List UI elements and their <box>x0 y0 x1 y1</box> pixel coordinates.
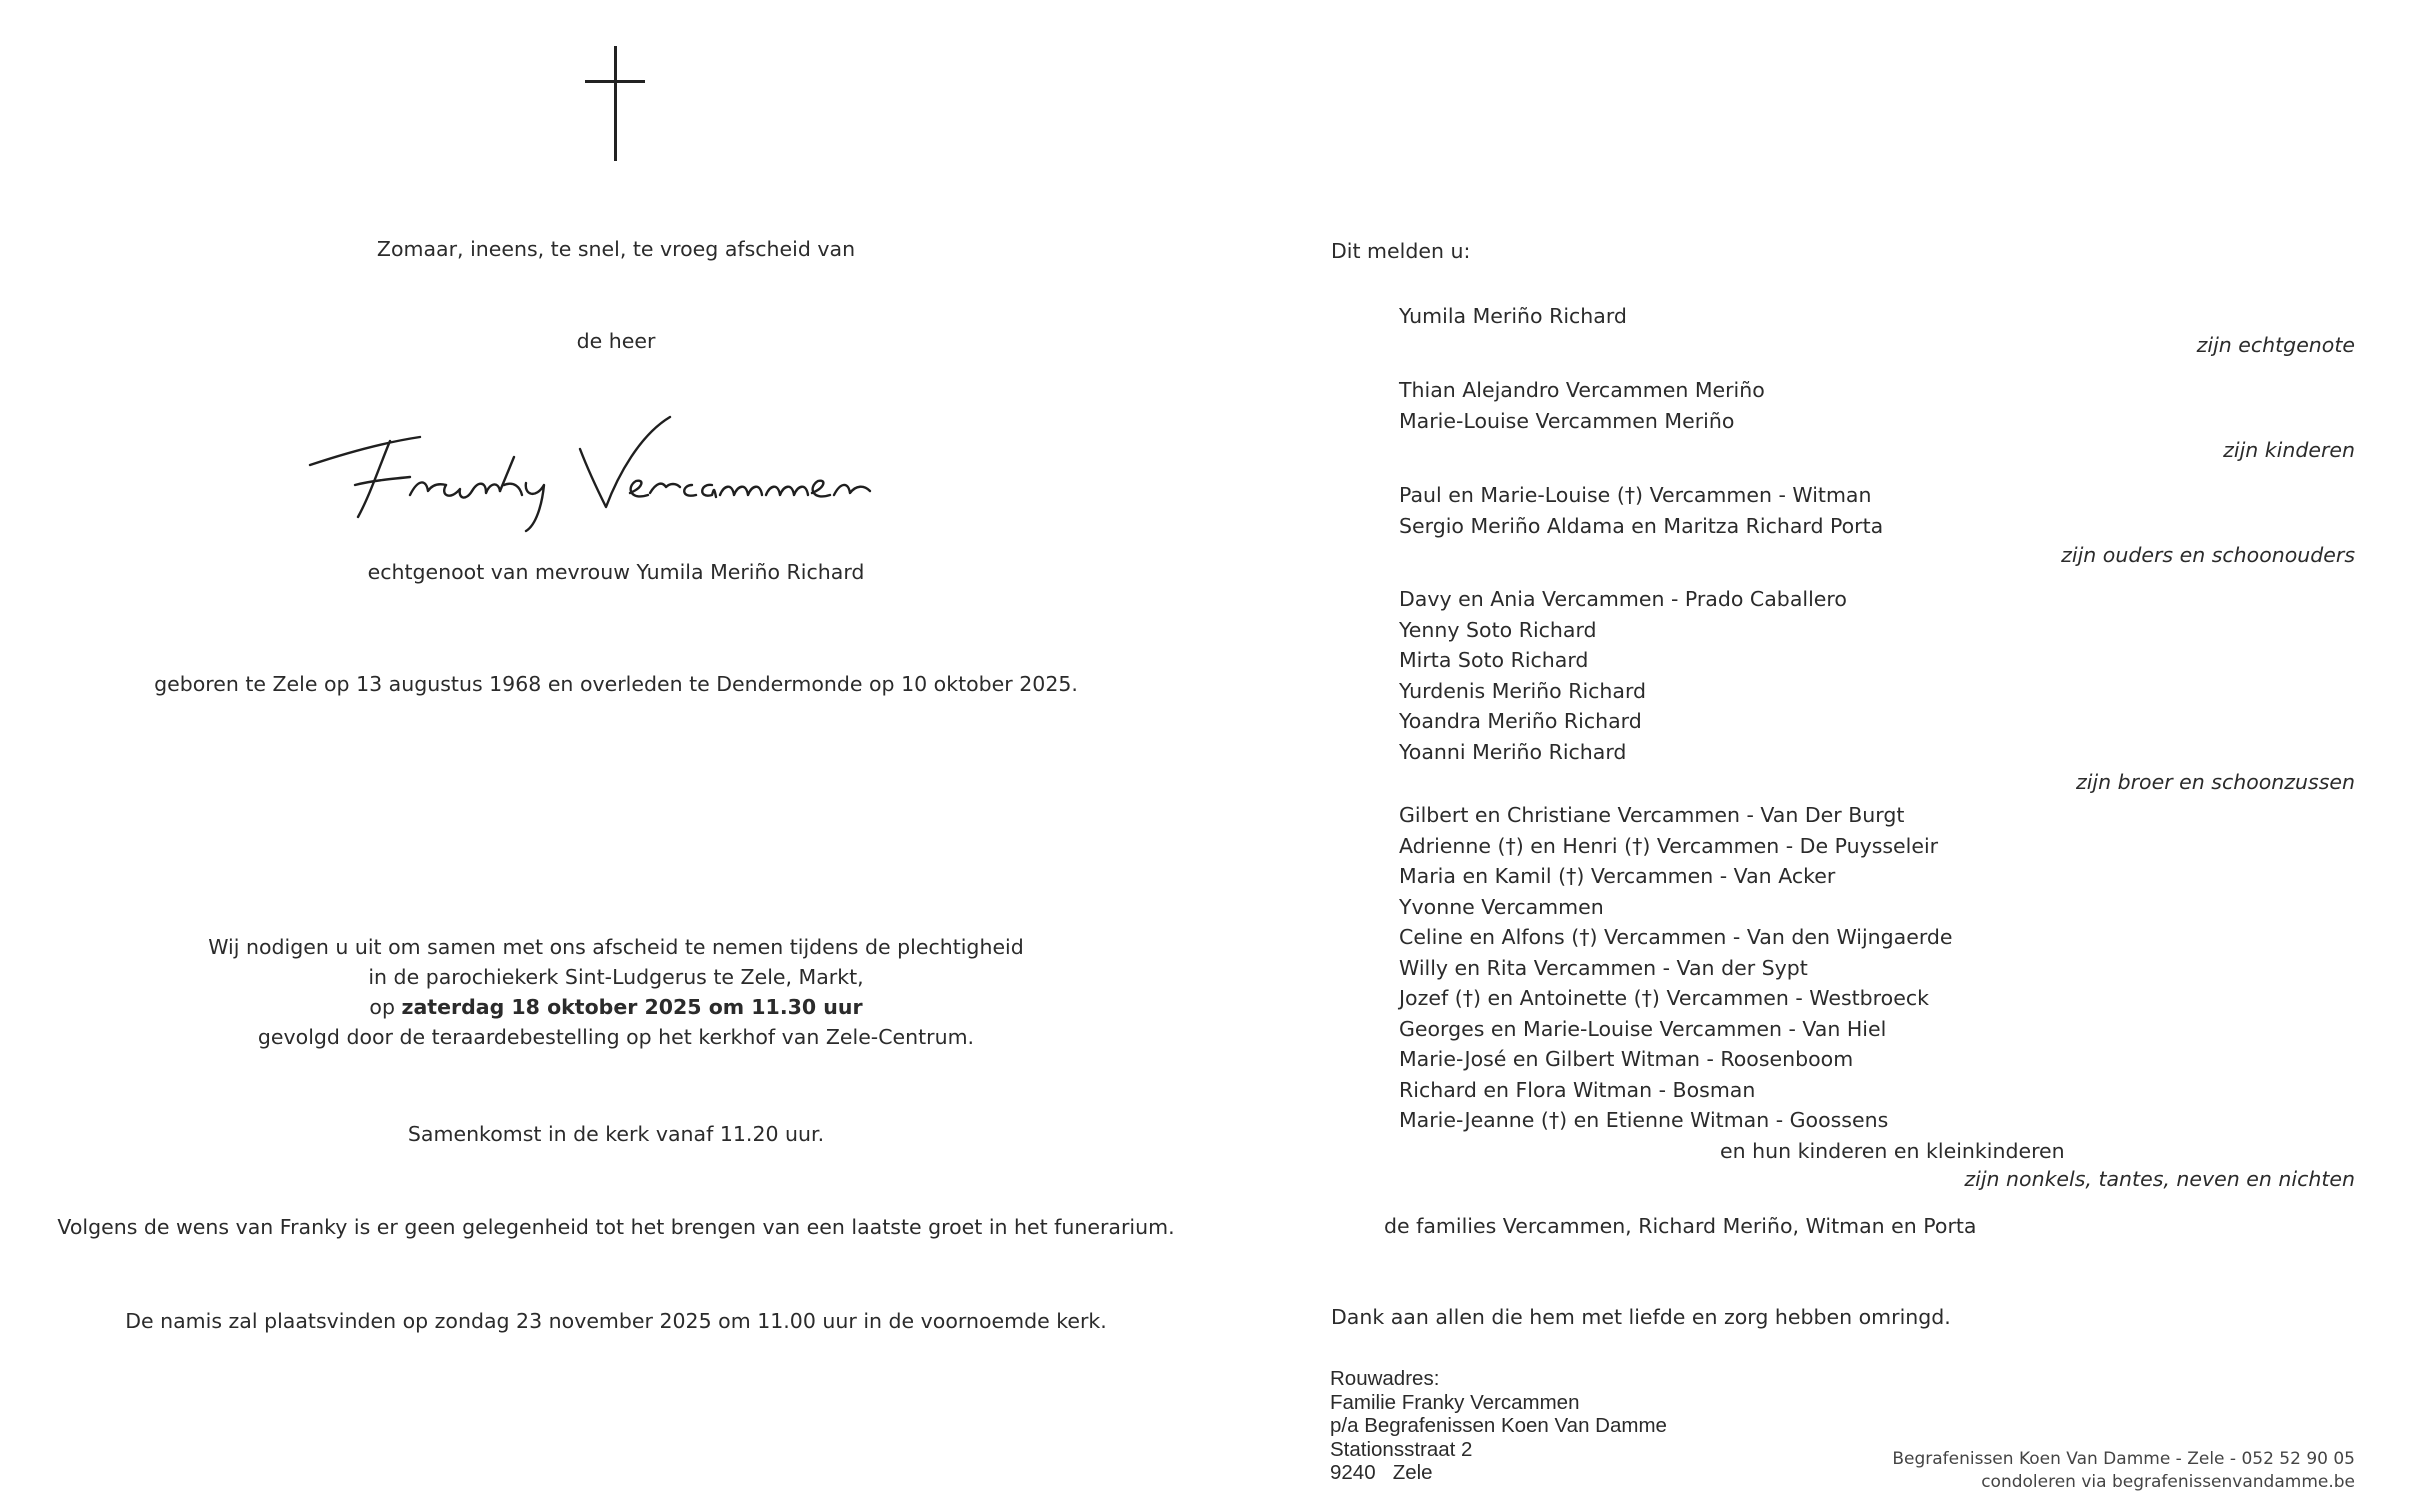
intro-text: Zomaar, ineens, te snel, te vroeg afscheid van <box>376 237 856 261</box>
relation-label: zijn kinderen <box>2223 438 2355 462</box>
thanks-line: Dank aan allen die hem met liefde en zorg hebben omringd. <box>1331 1305 1951 1329</box>
relation-label: zijn nonkels, tantes, neven en nichten <box>1964 1167 2355 1191</box>
list-item: Richard en Flora Witman - Bosman <box>1399 1077 1756 1102</box>
relation-label: zijn echtgenote <box>2196 333 2355 357</box>
list-item: Jozef (†) en Antoinette (†) Vercammen - Westbroeck <box>1399 986 1929 1010</box>
ceremony-datetime: zaterdag 18 oktober 2025 om 11.30 uur <box>401 995 863 1019</box>
list-item: Yoanni Meriño Richard <box>1399 739 1627 764</box>
list-item: Celine en Alfons (†) Vercammen - Van den Wijngaerde <box>1399 925 1953 949</box>
family-group-spouse <box>1399 301 1627 332</box>
invitation-line-4: gevolgd door de teraardebestelling op het kerkhof van Zele-Centrum. <box>257 1025 975 1049</box>
invitation-line-3 <box>208 992 1024 1022</box>
relation-label: zijn broer en schoonzussen <box>2075 770 2355 794</box>
family-group-relatives <box>1399 800 2065 1166</box>
funeral-home-footer <box>1892 1448 2355 1494</box>
invitation-line-1: Wij nodigen u uit om samen met ons afscheid te nemen tijdens de plechtigheid <box>208 935 1024 959</box>
list-item: Thian Alejandro Vercammen Meriño <box>1399 378 1765 402</box>
mass-text: De namis zal plaatsvinden op zondag 23 november 2025 om 11.00 uur in de voornoemde kerk. <box>125 1309 1107 1333</box>
address-line: p/a Begrafenissen Koen Van Damme <box>1330 1414 1667 1437</box>
list-item: Yumila Meriño Richard <box>1399 304 1627 328</box>
invitation-prefix: op <box>369 995 395 1019</box>
relation-label: zijn ouders en schoonouders <box>2061 543 2355 567</box>
birth-death-line: geboren te Zele op 13 augustus 1968 en overleden te Dendermonde op 10 oktober 2025. <box>154 672 1078 696</box>
list-item: Yvonne Vercammen <box>1399 894 1604 919</box>
list-item: Maria en Kamil (†) Vercammen - Van Acker <box>1399 864 1836 888</box>
list-item: Yoandra Meriño Richard <box>1399 709 1642 733</box>
family-group-parents <box>1399 480 1883 541</box>
list-item: Adrienne (†) en Henri (†) Vercammen - De Puysseleir <box>1399 833 1939 858</box>
title-text: de heer <box>576 329 656 353</box>
cross-icon <box>614 46 617 161</box>
footer-line: condoleren via begrafenissenvandamme.be <box>1981 1472 2355 1492</box>
list-item: Marie-Louise Vercammen Meriño <box>1399 408 1735 433</box>
list-item: Davy en Ania Vercammen - Prado Caballero <box>1399 587 1847 611</box>
list-item: Gilbert en Christiane Vercammen - Van Der Burgt <box>1399 803 1905 827</box>
family-group-siblings <box>1399 584 1847 767</box>
list-item: Yenny Soto Richard <box>1399 617 1597 642</box>
announce-text: Dit melden u: <box>1331 239 1471 263</box>
list-item: Mirta Soto Richard <box>1399 648 1589 672</box>
address-line: Stationsstraat 2 <box>1330 1437 1473 1461</box>
address-line: 9240 Zele <box>1330 1461 1433 1484</box>
list-item: Paul en Marie-Louise (†) Vercammen - Witman <box>1399 483 1872 507</box>
deceased-name-signature <box>300 395 950 535</box>
mourning-address <box>1330 1367 1667 1485</box>
gathering-text: Samenkomst in de kerk vanaf 11.20 uur. <box>407 1122 825 1146</box>
cross-icon-bar <box>585 80 645 83</box>
families-line: de families Vercammen, Richard Meriño, Witman en Porta <box>1384 1214 1977 1238</box>
list-item: Georges en Marie-Louise Vercammen - Van Hiel <box>1399 1016 1887 1041</box>
spouse-line: echtgenoot van mevrouw Yumila Meriño Richard <box>367 560 865 584</box>
wish-text: Volgens de wens van Franky is er geen gelegenheid tot het brengen van een laatste groet in het funerarium. <box>57 1215 1175 1239</box>
address-line: Rouwadres: <box>1330 1367 1440 1390</box>
list-item-extra: en hun kinderen en kleinkinderen <box>1720 1138 2065 1163</box>
list-item: Marie-José en Gilbert Witman - Roosenboom <box>1399 1047 1854 1071</box>
invitation-line-2: in de parochiekerk Sint-Ludgerus te Zele, Markt, <box>368 965 864 989</box>
invitation-paragraph <box>208 932 1024 1052</box>
address-line: Familie Franky Vercammen <box>1330 1390 1580 1414</box>
list-item: Willy en Rita Vercammen - Van der Sypt <box>1399 955 1808 980</box>
list-item: Yurdenis Meriño Richard <box>1399 678 1647 703</box>
family-group-children <box>1399 375 1765 436</box>
list-item: Marie-Jeanne (†) en Etienne Witman - Goossens <box>1399 1108 1889 1132</box>
footer-line: Begrafenissen Koen Van Damme - Zele - 052 52 90 05 <box>1892 1449 2355 1469</box>
list-item: Sergio Meriño Aldama en Maritza Richard Porta <box>1399 513 1884 538</box>
